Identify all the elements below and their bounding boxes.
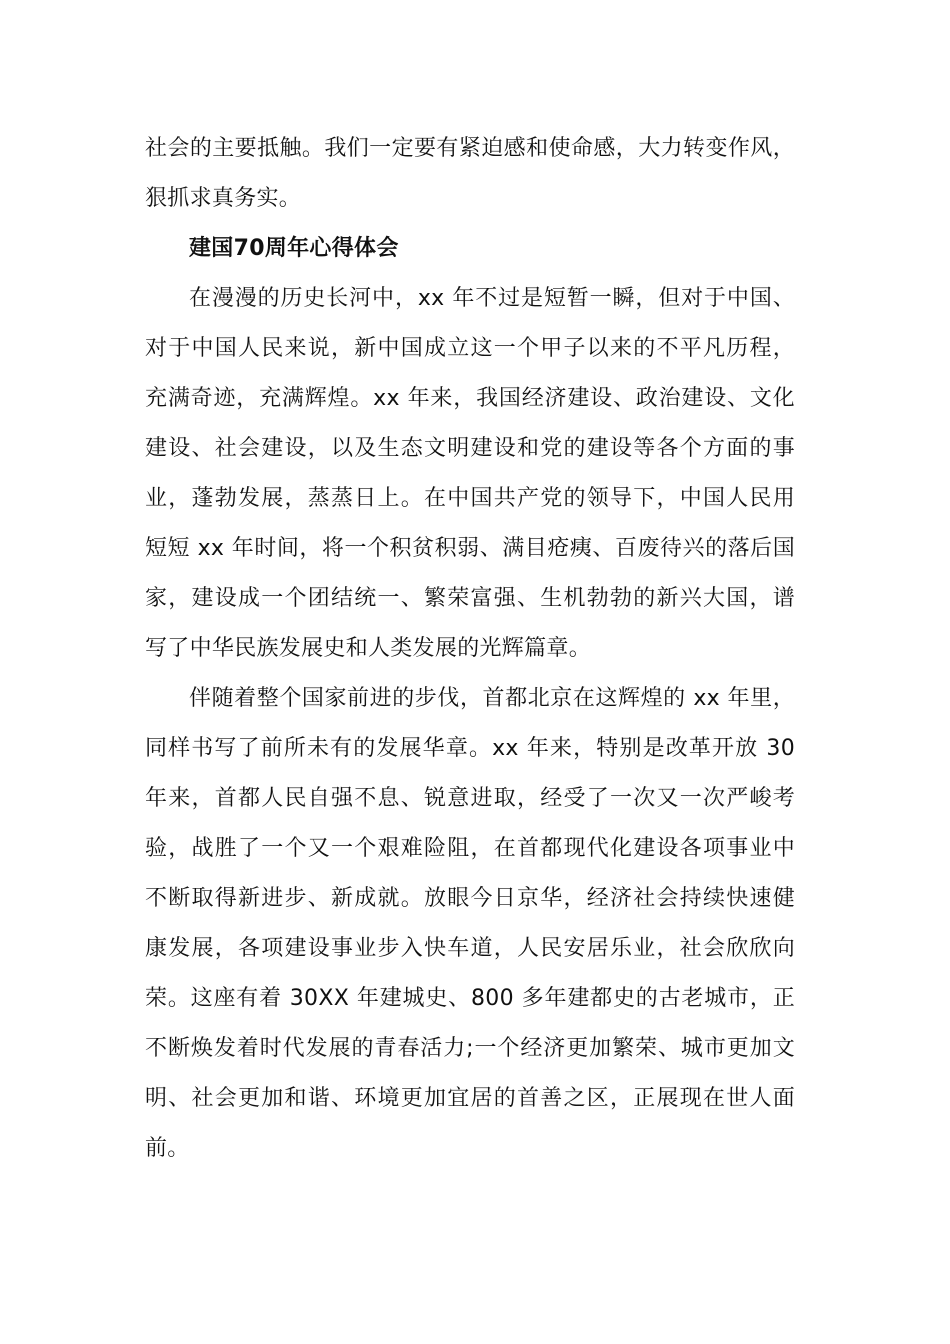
paragraph-2 bbox=[145, 674, 795, 1174]
text-line: 业，蓬勃发展，蒸蒸日上。在中国共产党的领导下，中国人民用 bbox=[145, 486, 795, 511]
text-line: 前。 bbox=[145, 1136, 190, 1161]
section-heading: 建国70周年心得体会 bbox=[189, 236, 399, 261]
text-line: 同样书写了前所未有的发展华章。xx 年来，特别是改革开放 30 bbox=[145, 736, 795, 761]
text-line: 康发展，各项建设事业步入快车道，人民安居乐业，社会欣欣向 bbox=[145, 936, 795, 961]
text-line: 荣。这座有着 30XX 年建城史、800 多年建都史的古老城市，正 bbox=[145, 986, 795, 1011]
text-line: 对于中国人民来说，新中国成立这一个甲子以来的不平凡历程， bbox=[145, 336, 795, 361]
text-line: 写了中华民族发展史和人类发展的光辉篇章。 bbox=[145, 636, 592, 661]
text-line: 在漫漫的历史长河中，xx 年不过是短暂一瞬，但对于中国、 bbox=[189, 286, 795, 311]
text-line: 家，建设成一个团结统一、繁荣富强、生机勃勃的新兴大国，谱 bbox=[145, 586, 795, 611]
text-line: 充满奇迹，充满辉煌。xx 年来，我国经济建设、政治建设、文化 bbox=[145, 386, 795, 411]
text-line: 建设、社会建设，以及生态文明建设和党的建设等各个方面的事 bbox=[145, 436, 795, 461]
paragraph-1 bbox=[145, 274, 795, 674]
text-line: 伴随着整个国家前进的步伐，首都北京在这辉煌的 xx 年里， bbox=[189, 686, 795, 711]
text-line: 年来，首都人民自强不息、锐意进取，经受了一次又一次严峻考 bbox=[145, 786, 795, 811]
intro-paragraph bbox=[145, 124, 795, 224]
text-line: 明、社会更加和谐、环境更加宜居的首善之区，正展现在世人面 bbox=[145, 1086, 795, 1111]
text-line: 不断焕发着时代发展的青春活力;一个经济更加繁荣、城市更加文 bbox=[145, 1036, 795, 1061]
text-line: 不断取得新进步、新成就。放眼今日京华，经济社会持续快速健 bbox=[145, 886, 795, 911]
text-line: 短短 xx 年时间，将一个积贫积弱、满目疮痍、百废待兴的落后国 bbox=[145, 536, 795, 561]
text-line: 社会的主要抵触。我们一定要有紧迫感和使命感，大力转变作风， bbox=[145, 136, 795, 161]
text-line: 验，战胜了一个又一个艰难险阻，在首都现代化建设各项事业中 bbox=[145, 836, 795, 861]
document-body bbox=[145, 124, 795, 1174]
text-line: 狠抓求真务实。 bbox=[145, 186, 302, 211]
